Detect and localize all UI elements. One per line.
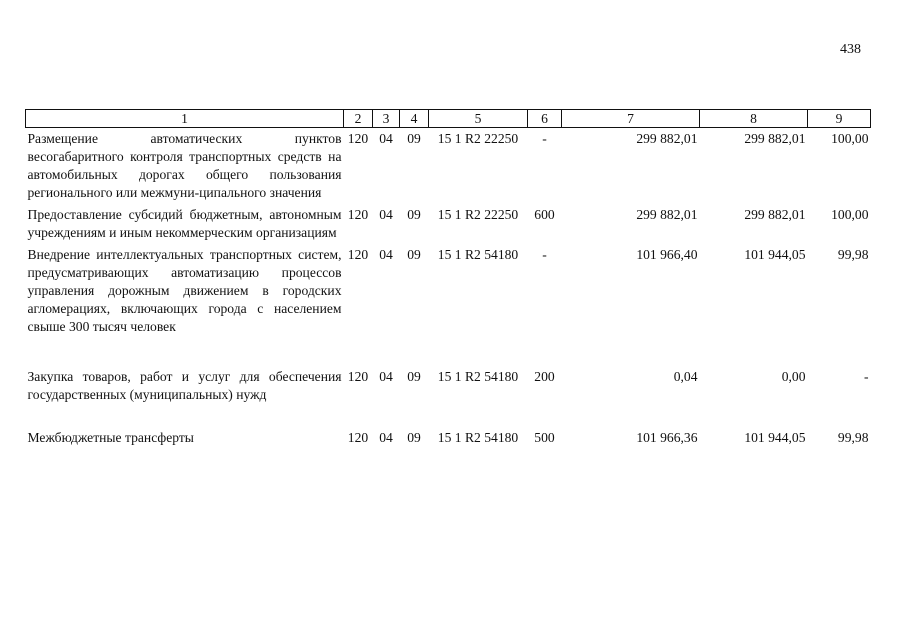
page-number: 438 <box>840 42 861 57</box>
row-name: Закупка товаров, работ и услуг для обеспечения государственных (муниципальных) нужд <box>27 368 342 402</box>
row-col-8: 299 882,01 <box>744 130 806 146</box>
row-col-2: 120 <box>347 429 369 445</box>
header-col-9: 9 <box>808 110 871 128</box>
row-col-2: 120 <box>347 206 369 222</box>
row-col-6: 200 <box>534 368 555 384</box>
row-col-5: 15 1 R2 22250 <box>437 206 519 222</box>
row-name: Внедрение интеллектуальных транспортных систем, предусматривающих автоматизацию процессов управления дорожным движением в городских агломерациях, включающих города с населением свыше 300 тысяч человек <box>27 246 342 334</box>
row-col-5: 15 1 R2 54180 <box>437 246 519 262</box>
row-col-9: 99,98 <box>837 429 869 445</box>
row-col-7: 101 966,40 <box>636 246 698 262</box>
header-row <box>26 110 871 128</box>
row-col-4: 09 <box>407 368 421 384</box>
header-col-8: 8 <box>700 110 808 128</box>
row-col-4: 09 <box>407 206 421 222</box>
row-col-9: 100,00 <box>831 130 869 146</box>
table-row <box>26 368 871 404</box>
row-col-6: 600 <box>534 206 555 222</box>
row-col-2: 120 <box>347 130 369 146</box>
row-col-6: - <box>542 130 547 146</box>
table-row <box>26 246 871 336</box>
header-col-6: 6 <box>528 110 562 128</box>
row-col-8: 299 882,01 <box>744 206 806 222</box>
row-col-8: 0,00 <box>781 368 806 384</box>
row-col-2: 120 <box>347 246 369 262</box>
row-col-3: 04 <box>379 130 393 146</box>
row-col-7: 299 882,01 <box>636 206 698 222</box>
row-col-8: 101 944,05 <box>744 429 806 445</box>
row-col-3: 04 <box>379 206 393 222</box>
row-col-9: - <box>863 368 869 384</box>
row-col-4: 09 <box>407 246 421 262</box>
row-col-3: 04 <box>379 246 393 262</box>
row-col-5: 15 1 R2 22250 <box>437 130 519 146</box>
row-col-7: 101 966,36 <box>636 429 698 445</box>
header-col-2: 2 <box>344 110 373 128</box>
row-col-9: 99,98 <box>837 246 869 262</box>
header-col-7: 7 <box>562 110 700 128</box>
row-col-6: 500 <box>534 429 555 445</box>
header-col-3: 3 <box>373 110 400 128</box>
table-row <box>26 429 871 447</box>
row-name: Размещение автоматических пунктов весогабаритного контроля транспортных средств на автомобильных дорогах общего пользования регионального или межмуни-ципального значения <box>27 130 342 200</box>
row-col-3: 04 <box>379 368 393 384</box>
header-col-1: 1 <box>26 110 344 128</box>
header-col-4: 4 <box>400 110 429 128</box>
row-col-9: 100,00 <box>831 206 869 222</box>
row-col-4: 09 <box>407 429 421 445</box>
row-col-8: 101 944,05 <box>744 246 806 262</box>
table-body <box>26 128 871 447</box>
row-col-5: 15 1 R2 54180 <box>437 429 519 445</box>
table-header <box>26 110 871 128</box>
row-col-3: 04 <box>379 429 393 445</box>
row-col-2: 120 <box>347 368 369 384</box>
row-name: Межбюджетные трансферты <box>27 429 194 445</box>
row-col-4: 09 <box>407 130 421 146</box>
header-col-5: 5 <box>429 110 528 128</box>
row-col-7: 299 882,01 <box>636 130 698 146</box>
budget-table <box>25 109 871 447</box>
table-row <box>26 130 871 202</box>
row-col-5: 15 1 R2 54180 <box>437 368 519 384</box>
table-row <box>26 206 871 242</box>
row-col-6: - <box>542 246 547 262</box>
row-name: Предоставление субсидий бюджетным, автономным учреждениям и иным некоммерческим организациям <box>27 206 342 240</box>
row-col-7: 0,04 <box>673 368 698 384</box>
